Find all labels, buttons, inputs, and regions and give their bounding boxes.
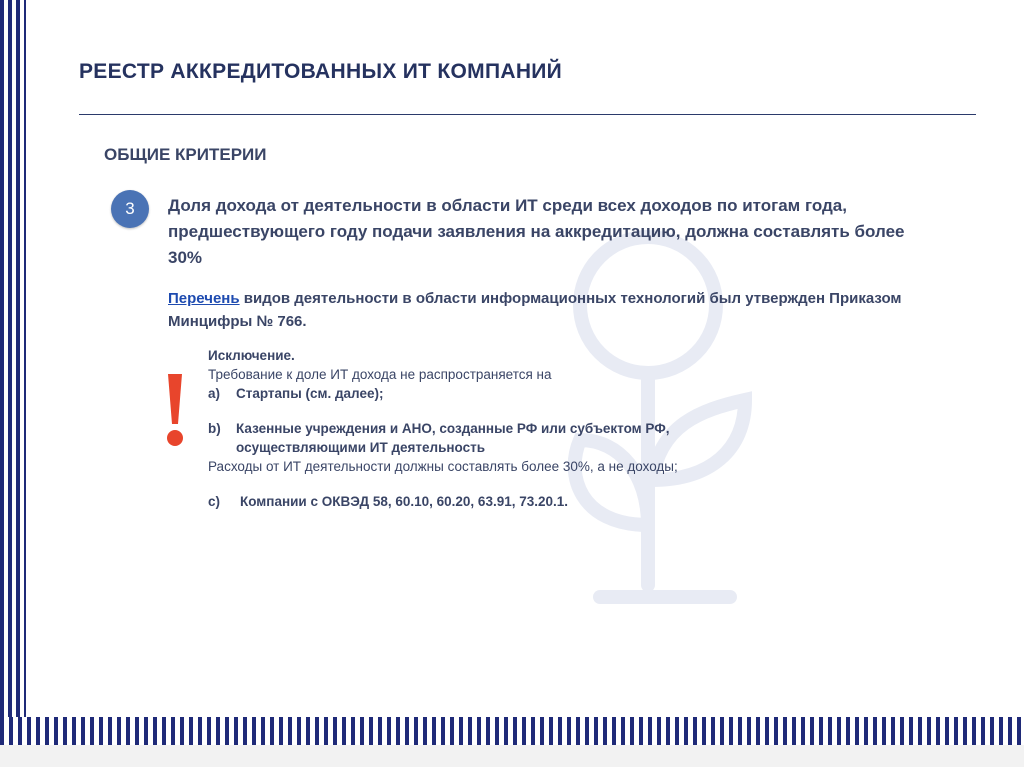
item-c-text: Компании с ОКВЭД 58, 60.10, 60.20, 63.91, 73.20.1. xyxy=(240,494,569,509)
item-b-text: Казенные учреждения и АНО, созданные РФ или субъектом РФ, осуществляющими ИТ деятельность xyxy=(236,421,670,455)
page-title: РЕЕСТР АККРЕДИТОВАННЫХ ИТ КОМПАНИЙ xyxy=(79,60,563,83)
left-stripe-decoration xyxy=(0,0,26,745)
activity-list-note-text: видов деятельности в области информационных технологий был утвержден Приказом Минцифры № 766. xyxy=(168,290,902,330)
item-a-marker: a) xyxy=(208,386,221,401)
bottom-stripe-decoration xyxy=(0,717,1024,745)
exception-item-a xyxy=(208,384,768,403)
activity-list-link[interactable]: Перечень xyxy=(168,290,240,307)
exception-intro: Требование к доле ИТ дохода не распространяется на xyxy=(208,367,552,382)
section-subtitle: ОБЩИЕ КРИТЕРИИ xyxy=(104,145,267,164)
exception-note: Расходы от ИТ деятельности должны составлять более 30%, а не доходы; xyxy=(208,459,678,474)
exclamation-icon xyxy=(160,370,190,450)
item-a-text: Стартапы (см. далее); xyxy=(236,386,384,401)
item-c-marker: c) xyxy=(208,494,221,509)
exception-block xyxy=(208,346,768,511)
exception-item-c xyxy=(208,492,768,511)
exception-item-b xyxy=(208,419,768,457)
exception-heading: Исключение. xyxy=(208,348,295,363)
title-divider xyxy=(79,114,976,115)
criterion-text: Доля дохода от деятельности в области ИТ среди всех доходов по итогам года, предшествующего году подачи заявления на аккредитацию, должна составлять более 30% xyxy=(168,196,905,267)
item-b-marker: b) xyxy=(208,421,221,436)
bottom-margin xyxy=(0,745,1024,767)
criterion-number-badge: 3 xyxy=(111,190,149,228)
activity-list-note xyxy=(168,287,928,333)
